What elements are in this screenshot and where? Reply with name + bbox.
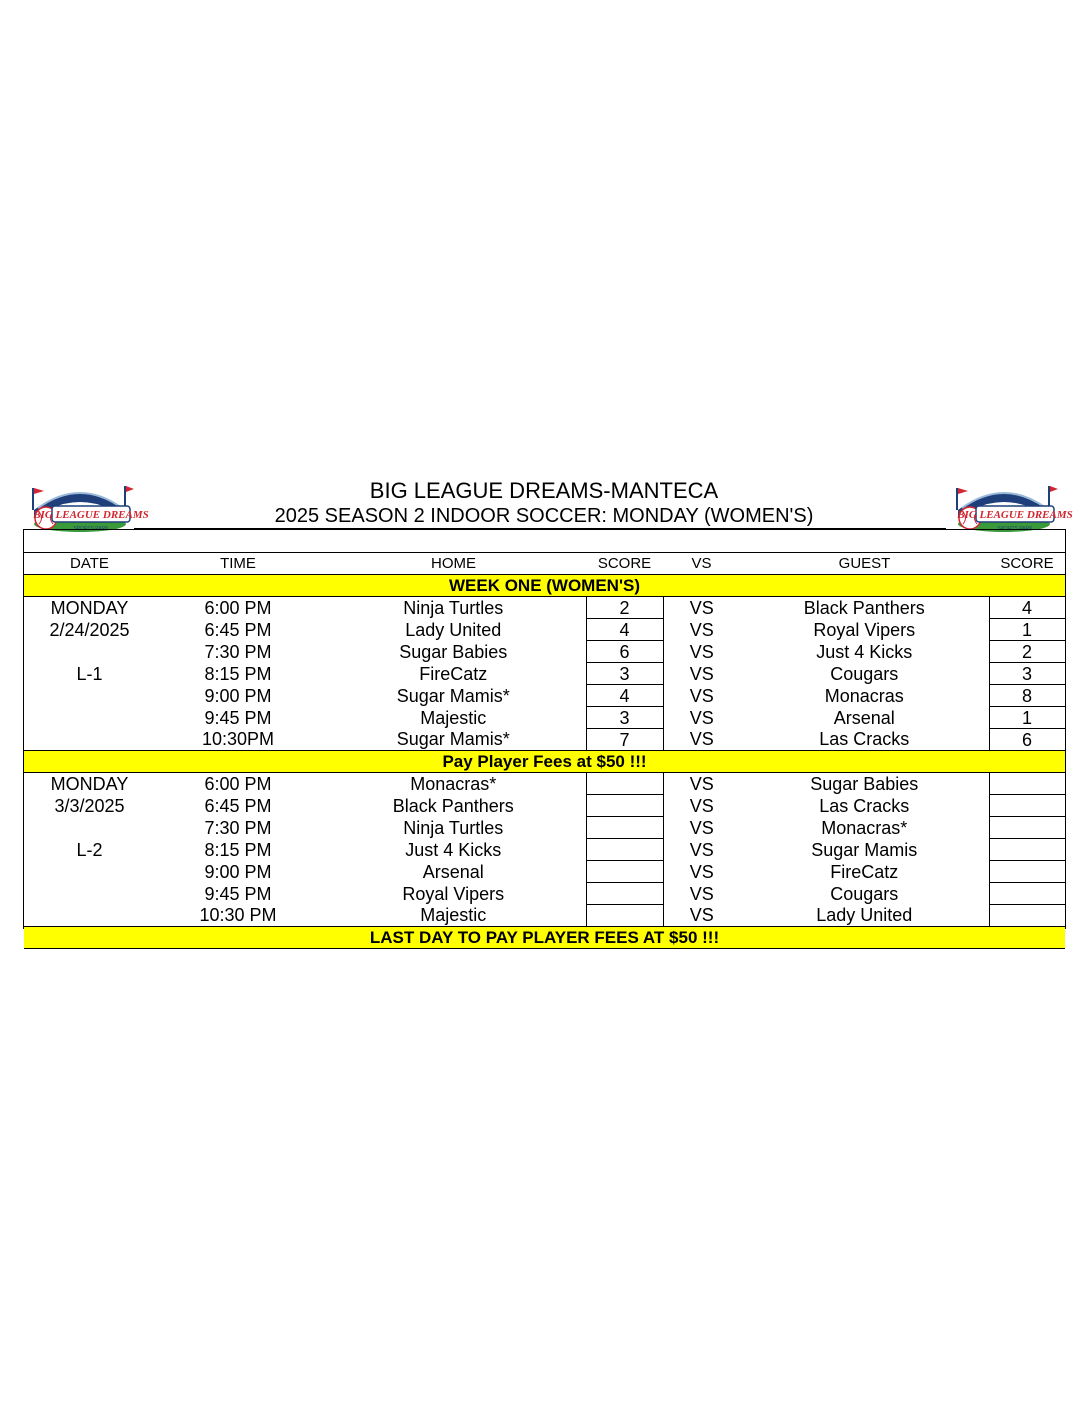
guest-team: Arsenal [833, 707, 895, 728]
guest-team: Cougars [830, 883, 899, 904]
col-home-score-header: SCORE [586, 553, 663, 575]
match-row [24, 905, 1065, 927]
match-date: L-2 [76, 839, 103, 860]
col-guest-header: GUEST [740, 553, 989, 575]
home-team: FireCatz [419, 663, 488, 684]
guest-team: FireCatz [830, 861, 899, 882]
home-score [586, 773, 663, 795]
guest-score: 1 [989, 707, 1065, 729]
match-row [24, 685, 1065, 707]
home-team: Ninja Turtles [403, 597, 504, 618]
match-time: 9:45 PM [204, 707, 272, 728]
vs-label: VS [689, 663, 714, 684]
match-date [24, 641, 155, 663]
guest-team: Royal Vipers [813, 619, 916, 640]
match-row [24, 597, 1065, 619]
guest-score: 8 [989, 685, 1065, 707]
match-time: 9:45 PM [204, 883, 272, 904]
match-date [24, 729, 155, 751]
home-team: Arsenal [422, 861, 484, 882]
fee-deadline-banner-text: LAST DAY TO PAY PLAYER FEES AT $50 !!! [24, 927, 1065, 949]
home-score: 4 [586, 619, 663, 641]
home-score: 2 [586, 597, 663, 619]
vs-label: VS [689, 839, 714, 860]
guest-score [989, 817, 1065, 839]
match-row [24, 641, 1065, 663]
home-team: Just 4 Kicks [405, 839, 502, 860]
guest-score: 2 [989, 641, 1065, 663]
vs-label: VS [689, 729, 714, 750]
guest-score: 4 [989, 597, 1065, 619]
home-score [586, 883, 663, 905]
guest-team: Las Cracks [819, 729, 910, 750]
match-date [24, 905, 155, 927]
logo-tagline: SPORTS PARK [997, 526, 1033, 532]
match-row [24, 817, 1065, 839]
page-header [0, 476, 1088, 532]
home-team: Ninja Turtles [403, 817, 504, 838]
match-row [24, 839, 1065, 861]
match-row [24, 861, 1065, 883]
vs-label: VS [689, 773, 714, 794]
vs-label: VS [689, 817, 714, 838]
match-row [24, 883, 1065, 905]
match-time: 6:00 PM [204, 597, 272, 618]
guest-team: Just 4 Kicks [816, 641, 913, 662]
col-time-header: TIME [155, 553, 321, 575]
guest-team: Lady United [816, 905, 913, 926]
match-time: 9:00 PM [204, 861, 272, 882]
guest-score [989, 795, 1065, 817]
week-banner-text: WEEK ONE (WOMEN'S) [24, 575, 1065, 597]
match-date [24, 685, 155, 707]
guest-team: Sugar Mamis [811, 839, 918, 860]
week-banner [24, 751, 1065, 773]
home-score [586, 905, 663, 927]
logo-tagline: SPORTS PARK [73, 526, 109, 532]
column-header-row [24, 553, 1065, 575]
match-time: 7:30 PM [204, 817, 272, 838]
vs-label: VS [689, 905, 714, 926]
home-score [586, 839, 663, 861]
vs-label: VS [689, 619, 714, 640]
logo-wordmark: BIG LEAGUE DREAMS [957, 509, 1073, 521]
guest-team: Cougars [830, 663, 899, 684]
schedule-frame [23, 529, 1066, 947]
col-date-header: DATE [24, 553, 155, 575]
vs-label: VS [689, 861, 714, 882]
match-time: 6:00 PM [204, 773, 272, 794]
guest-score: 3 [989, 663, 1065, 685]
guest-team: Black Panthers [803, 597, 925, 618]
match-time: 10:30PM [201, 729, 275, 750]
home-score: 3 [586, 707, 663, 729]
guest-score [989, 883, 1065, 905]
col-guest-score-header: SCORE [989, 553, 1065, 575]
home-score: 6 [586, 641, 663, 663]
match-row [24, 707, 1065, 729]
fee-deadline-banner [24, 927, 1065, 949]
match-row [24, 795, 1065, 817]
guest-score: 6 [989, 729, 1065, 751]
match-time: 7:30 PM [204, 641, 272, 662]
vs-label: VS [689, 795, 714, 816]
match-date: MONDAY [50, 597, 129, 618]
match-row [24, 619, 1065, 641]
match-row [24, 729, 1065, 751]
home-team: Monacras* [410, 773, 497, 794]
home-score [586, 817, 663, 839]
match-row [24, 663, 1065, 685]
week-banner [24, 575, 1065, 597]
home-team: Lady United [405, 619, 502, 640]
vs-label: VS [689, 685, 714, 706]
match-date [24, 883, 155, 905]
vs-label: VS [689, 641, 714, 662]
guest-team: Monacras [824, 685, 904, 706]
home-team: Sugar Babies [399, 641, 508, 662]
week-banner-text: Pay Player Fees at $50 !!! [24, 751, 1065, 773]
vs-label: VS [689, 707, 714, 728]
col-home-header: HOME [321, 553, 586, 575]
page-title: BIG LEAGUE DREAMS-MANTECA [369, 478, 719, 503]
home-team: Royal Vipers [402, 883, 505, 904]
match-time: 8:15 PM [204, 839, 272, 860]
guest-team: Las Cracks [819, 795, 910, 816]
match-date: 2/24/2025 [49, 619, 130, 640]
guest-score [989, 905, 1065, 927]
match-time: 6:45 PM [204, 619, 272, 640]
match-date [24, 707, 155, 729]
match-row [24, 773, 1065, 795]
home-team: Sugar Mamis* [396, 685, 510, 706]
home-team: Majestic [420, 905, 487, 926]
home-score: 3 [586, 663, 663, 685]
match-date: L-1 [76, 663, 103, 684]
match-date: 3/3/2025 [54, 795, 125, 816]
match-time: 9:00 PM [204, 685, 272, 706]
match-time: 8:15 PM [204, 663, 272, 684]
match-date [24, 861, 155, 883]
home-team: Black Panthers [392, 795, 514, 816]
home-team: Sugar Mamis* [396, 729, 510, 750]
logo-wordmark: BIG LEAGUE DREAMS [33, 509, 149, 521]
home-team: Majestic [420, 707, 487, 728]
guest-team: Sugar Babies [810, 773, 919, 794]
match-time: 10:30 PM [199, 905, 277, 926]
match-date: MONDAY [50, 773, 129, 794]
home-score: 4 [586, 685, 663, 707]
match-time: 6:45 PM [204, 795, 272, 816]
guest-score: 1 [989, 619, 1065, 641]
vs-label: VS [689, 883, 714, 904]
schedule-table [24, 552, 1066, 949]
page-subtitle: 2025 SEASON 2 INDOOR SOCCER: MONDAY (WOMEN'S) [274, 505, 814, 527]
guest-team: Monacras* [821, 817, 908, 838]
vs-label: VS [689, 597, 714, 618]
col-vs-header: VS [663, 553, 740, 575]
big-league-dreams-logo [948, 478, 1073, 534]
home-score [586, 861, 663, 883]
home-score [586, 795, 663, 817]
guest-score [989, 839, 1065, 861]
home-score: 7 [586, 729, 663, 751]
guest-score [989, 861, 1065, 883]
match-date [24, 817, 155, 839]
guest-score [989, 773, 1065, 795]
